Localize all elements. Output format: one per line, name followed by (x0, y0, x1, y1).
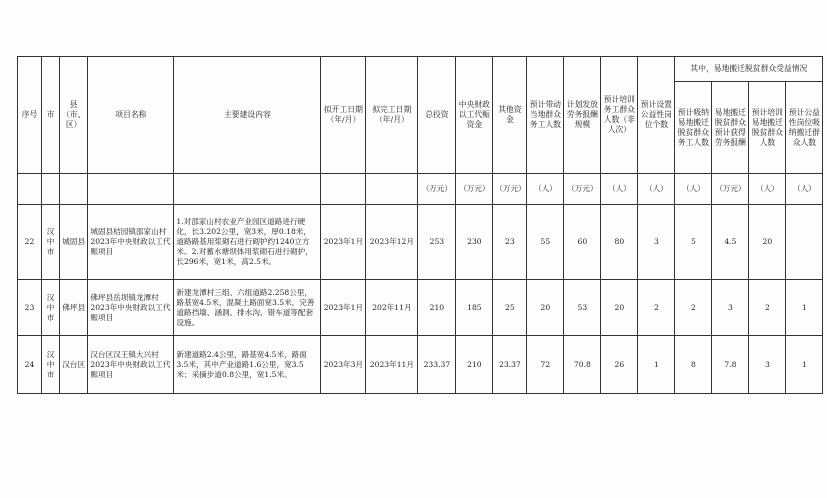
header-start-date: 拟开工日期（年/月） (321, 57, 366, 174)
cell-sub-posts: 1 (786, 280, 823, 336)
unit-sub-workers: （人） (675, 174, 712, 205)
unit-sub-trained: （人） (749, 174, 786, 205)
table-row (18, 280, 823, 336)
cell-sub-pay: 7.8 (712, 336, 749, 394)
cell-seq: 24 (18, 336, 42, 394)
unit-empty (60, 174, 88, 205)
cell-end-date: 202年11月 (366, 280, 418, 336)
cell-seq: 23 (18, 280, 42, 336)
unit-empty (18, 174, 42, 205)
cell-local: 55 (527, 205, 564, 280)
header-content: 主要建设内容 (174, 57, 321, 174)
cell-pay: 60 (564, 205, 601, 280)
cell-county: 汉台区 (60, 336, 88, 394)
cell-end-date: 2023年12月 (366, 205, 418, 280)
unit-central: （万元） (456, 174, 493, 205)
header-sub-trained: 预计培训易地搬迁脱贫群众人数 (749, 82, 786, 174)
cell-sub-trained: 3 (749, 336, 786, 394)
header-public-posts: 预计设置公益性岗位个数 (638, 57, 675, 174)
unit-posts: （人） (638, 174, 675, 205)
cell-central: 230 (456, 205, 493, 280)
header-end-date: 拟完工日期（年/月） (366, 57, 418, 174)
header-pay-scale: 计划发放劳务报酬规模 (564, 57, 601, 174)
cell-seq: 22 (18, 205, 42, 280)
cell-central: 210 (456, 336, 493, 394)
cell-sub-posts (786, 205, 823, 280)
cell-sub-workers: 2 (675, 280, 712, 336)
unit-empty (88, 174, 174, 205)
cell-other: 23 (493, 205, 527, 280)
cell-sub-trained: 20 (749, 205, 786, 280)
table-row (18, 336, 823, 394)
cell-start-date: 2023年1月 (321, 205, 366, 280)
unit-sub-posts: （人） (786, 174, 823, 205)
cell-pay: 53 (564, 280, 601, 336)
cell-sub-pay: 3 (712, 280, 749, 336)
cell-train: 80 (601, 205, 638, 280)
unit-pay: （万元） (564, 174, 601, 205)
unit-local: （人） (527, 174, 564, 205)
header-other-fund: 其他资金 (493, 57, 527, 174)
cell-local: 20 (527, 280, 564, 336)
unit-total: （万元） (418, 174, 456, 205)
header-total-investment: 总投资 (418, 57, 456, 174)
cell-content: 新建道路2.4公里，路基宽4.5米，路面3.5米，其中产业道路1.6公里，宽3.5米；采摘步道0.8公里，宽1.5米。 (174, 336, 321, 394)
cell-sub-posts: 1 (786, 336, 823, 394)
cell-sub-workers: 8 (675, 336, 712, 394)
header-project-name: 项目名称 (88, 57, 174, 174)
cell-county: 佛坪县 (60, 280, 88, 336)
header-city: 市 (42, 57, 60, 174)
header-central-fund: 中央财政以工代赈资金 (456, 57, 493, 174)
header-seq: 序号 (18, 57, 42, 174)
unit-other: （万元） (493, 174, 527, 205)
cell-posts: 3 (638, 205, 675, 280)
cell-city: 汉中市 (42, 205, 60, 280)
header-trained: 预计培训务工群众人数（非人次） (601, 57, 638, 174)
cell-end-date: 2023年11月 (366, 336, 418, 394)
unit-empty (42, 174, 60, 205)
cell-county: 城固县 (60, 205, 88, 280)
cell-posts: 1 (638, 336, 675, 394)
header-sub-posts: 预计公益性岗位吸纳搬迁群众人数 (786, 82, 823, 174)
cell-other: 25 (493, 280, 527, 336)
cell-sub-workers: 5 (675, 205, 712, 280)
cell-city: 汉中市 (42, 336, 60, 394)
header-county: 县（市、区） (60, 57, 88, 174)
cell-project-name: 佛坪县岳坝镇龙潭村2023年中央财政以工代赈项目 (88, 280, 174, 336)
cell-sub-trained: 2 (749, 280, 786, 336)
cell-train: 20 (601, 280, 638, 336)
cell-total: 210 (418, 280, 456, 336)
unit-empty (321, 174, 366, 205)
cell-project-name: 汉台区汉王镇大兴村2023年中央财政以工代赈项目 (88, 336, 174, 394)
cell-sub-pay: 4.5 (712, 205, 749, 280)
unit-sub-pay: （万元） (712, 174, 749, 205)
cell-pay: 70.8 (564, 336, 601, 394)
header-relocation-group: 其中，易地搬迁脱贫群众受益情况 (675, 57, 823, 82)
header-local-workers: 预计带动当地群众务工人数 (527, 57, 564, 174)
unit-row (18, 174, 823, 205)
cell-other: 23.37 (493, 336, 527, 394)
cell-start-date: 2023年1月 (321, 280, 366, 336)
cell-posts: 2 (638, 280, 675, 336)
unit-train: （人） (601, 174, 638, 205)
cell-local: 72 (527, 336, 564, 394)
unit-empty (174, 174, 321, 205)
project-table (17, 56, 823, 394)
cell-total: 253 (418, 205, 456, 280)
cell-start-date: 2023年3月 (321, 336, 366, 394)
cell-central: 185 (456, 280, 493, 336)
cell-total: 233.37 (418, 336, 456, 394)
cell-train: 26 (601, 336, 638, 394)
cell-city: 汉中市 (42, 280, 60, 336)
table-row (18, 205, 823, 280)
unit-empty (366, 174, 418, 205)
cell-project-name: 城固县桔园镇邵家山村2023年中央财政以工代赈项目 (88, 205, 174, 280)
header-row-1 (18, 57, 823, 82)
cell-content: 1.对邵家山村农业产业园区道路进行硬化，长3.202公里，宽3米，厚0.18米，道路路基用浆砌石进行砌护约1240立方米。2.对蓄水塘坝体用浆砌石进行砌护，长296米，宽1米，高2.5米。 (174, 205, 321, 280)
header-sub-workers: 预计吸纳易地搬迁脱贫群众务工人数 (675, 82, 712, 174)
cell-content: 新建龙潭村三组、六组道路2.258公里，路基宽4.5米，混凝土路面宽3.5米，完善道路挡墙、涵洞、排水沟、错车道等配套设施。 (174, 280, 321, 336)
header-sub-pay: 易地搬迁脱贫群众预计获得劳务报酬 (712, 82, 749, 174)
